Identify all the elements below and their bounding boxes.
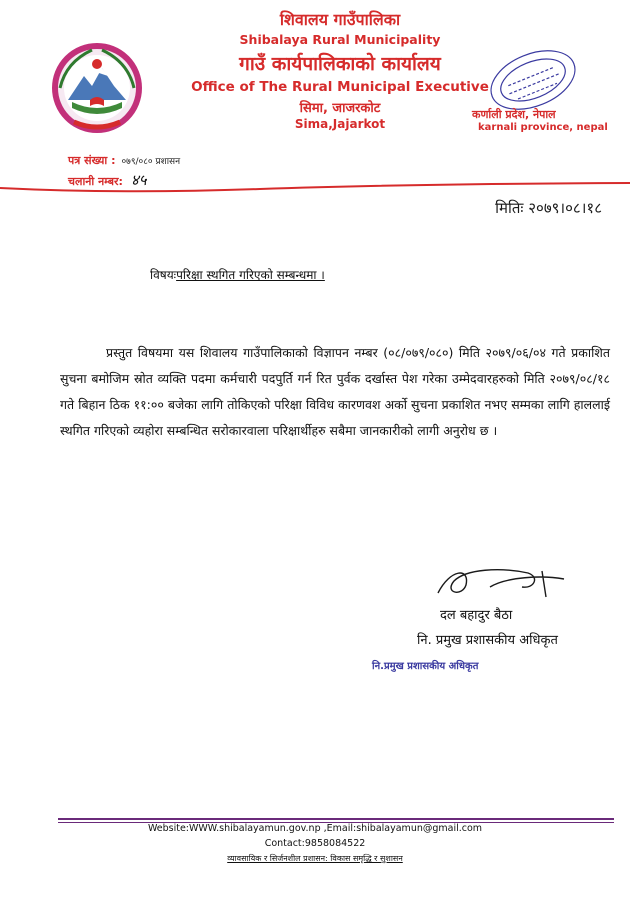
dispatch-number-label: चलानी नम्बर: [68, 175, 123, 188]
subject-line [150, 266, 325, 283]
header-divider [0, 180, 630, 196]
province-english: karnali province, nepal [478, 122, 608, 133]
footer-website-email: Website:WWW.shibalayamun.gov.np ,Email:shibalayamun@gmail.com [147, 823, 483, 834]
header-english-office: Office of The Rural Municipal Executive [191, 79, 489, 95]
footer-slogan [60, 853, 570, 864]
letter-number-value: ०७९/०८० प्रशासन [121, 157, 181, 167]
handwritten-signature-icon [430, 563, 570, 603]
header-nepali-address: सिमा, जाजरकोट [299, 101, 381, 116]
letter-date: मितिः २०७९।०८।१८ [495, 199, 602, 217]
header-nepali-name: शिवालय गाउँपालिका [279, 10, 401, 29]
footer-rule [58, 818, 614, 820]
dispatch-number-value: ४५ [130, 171, 147, 189]
subject-label: विषयः [150, 268, 177, 282]
letter-number-row [68, 153, 180, 168]
signatory-title: नि. प्रमुख प्रशासकीय अधिकृत [417, 633, 558, 648]
signatory-name: दल बहादुर बैठा [440, 608, 513, 623]
signatory-stamp: नि.प्रमुख प्रशासकीय अधिकृत [372, 661, 479, 672]
header-english-name: Shibalaya Rural Municipality [239, 32, 441, 47]
nepal-emblem-icon [52, 42, 142, 134]
footer-slogan-text: व्यावसायिक र सिर्जनशील प्रशासन: विकास समृद्धि र सुशासन [227, 854, 403, 863]
header-english-address: Sima,Jajarkot [294, 117, 386, 131]
body-paragraph: प्रस्तुत विषयमा यस शिवालय गाउँपालिकाको विज्ञापन नम्बर (०८/०७९/०८०) मिति २०७९/०६/०४ गते प्रकाशित सुचना बमोजिम स्रोत व्यक्ति पदमा कर्मचारी पदपुर्ति गर्न रित पुर्वक दर्खास्त पेश गरेका उम्मेदवारहरुको मिति २०७९/०८/१८ गते बिहान ठिक ११:०० बजेका लागि तोकिएको परिक्षा विविध कारणवश अर्को सुचना प्रकाशित नभए सम्मका लागि हाललाई स्थगित गरिएको व्यहोरा सम्बन्धित सरोकारवाला परिक्षार्थीहरु सबैमा जानकारीको लागी अनुरोध छ । [60, 345, 610, 438]
header-nepali-office: गाउँ कार्यपालिकाको कार्यालय [239, 53, 441, 75]
letter-number-label: पत्र संख्या : [68, 154, 116, 167]
subject-text: परिक्षा स्थगित गरिएको सम्बन्धमा । [176, 268, 325, 282]
footer-contact: Contact:9858084522 [264, 838, 366, 849]
province-nepali: कर्णाली प्रदेश, नेपाल [472, 108, 556, 121]
